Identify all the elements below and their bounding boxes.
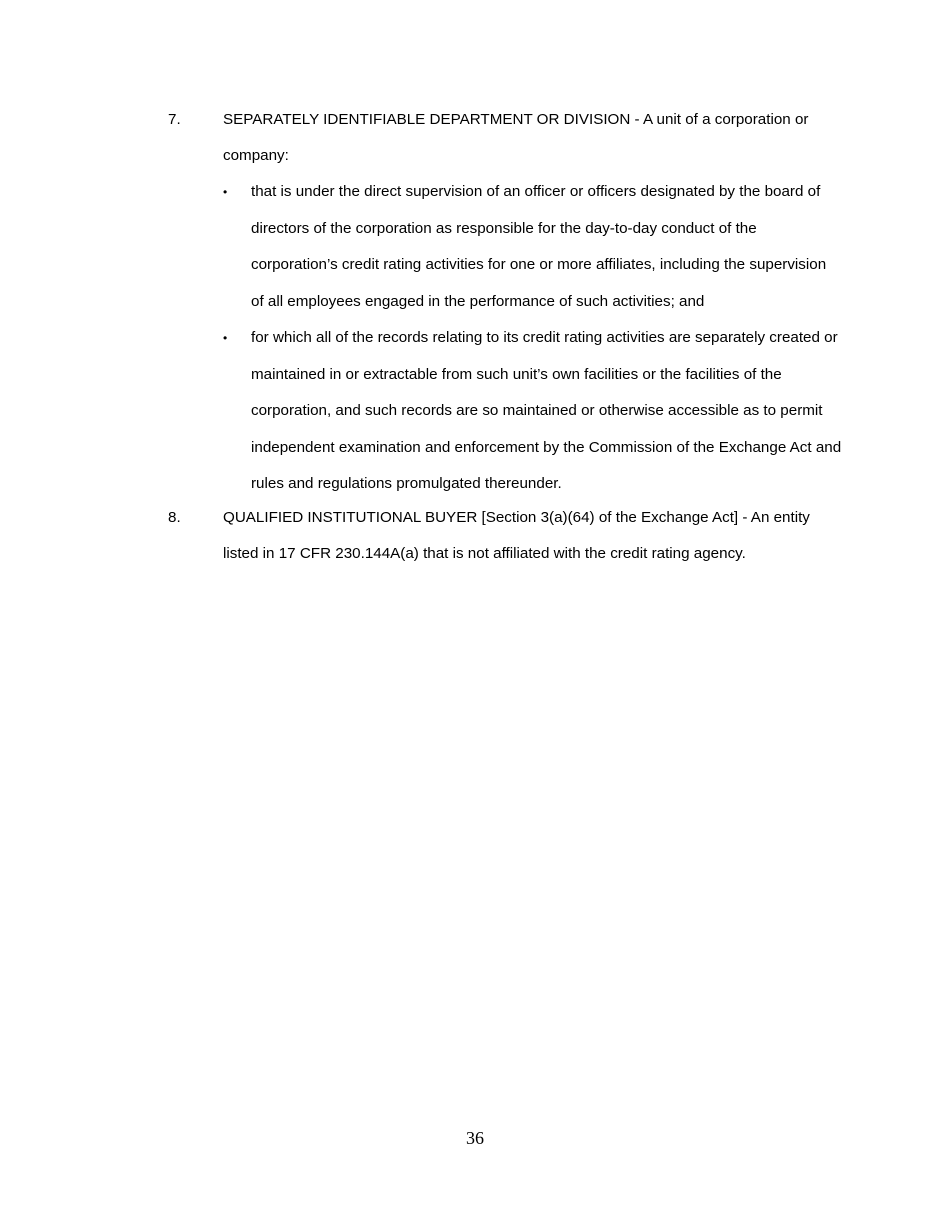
bullet-point: [223, 174, 843, 320]
bullet-list-item-7-second: [223, 320, 843, 503]
bullet-point: [223, 320, 843, 503]
definition-item-8: [168, 500, 838, 572]
item-text: QUALIFIED INSTITUTIONAL BUYER [Section 3(a)(64) of the Exchange Act] - An entity listed in 17 CFR 230.144A(a) that is not affiliated with the credit rating agency.: [223, 509, 810, 562]
item-number: 7.: [168, 111, 181, 128]
bullet-list-item-7: [223, 174, 843, 320]
bullet-mark: •: [223, 185, 228, 199]
bullet-text: that is under the direct supervision of an officer or officers designated by the board of directors of the corporation as responsible for the day-to-day conduct of the corporation’s credit rating activities for one or more affiliates, including the supervision of all employees engaged in the performance of such activities; and: [251, 183, 827, 310]
bullet-mark: •: [223, 331, 228, 345]
item-text: SEPARATELY IDENTIFIABLE DEPARTMENT OR DIVISION - A unit of a corporation or company:: [223, 111, 809, 164]
bullet-text: for which all of the records relating to its credit rating activities are separately created or maintained in or extractable from such unit’s own facilities or the facilities of the corporation, and such records are so maintained or otherwise accessible as to permit independent examination and enforcement by the Commission of the Exchange Act and rules and regulations promulgated thereunder.: [251, 329, 842, 492]
definition-item-7: [168, 102, 838, 174]
item-number: 8.: [168, 509, 181, 526]
page-number: 36: [466, 1128, 484, 1148]
